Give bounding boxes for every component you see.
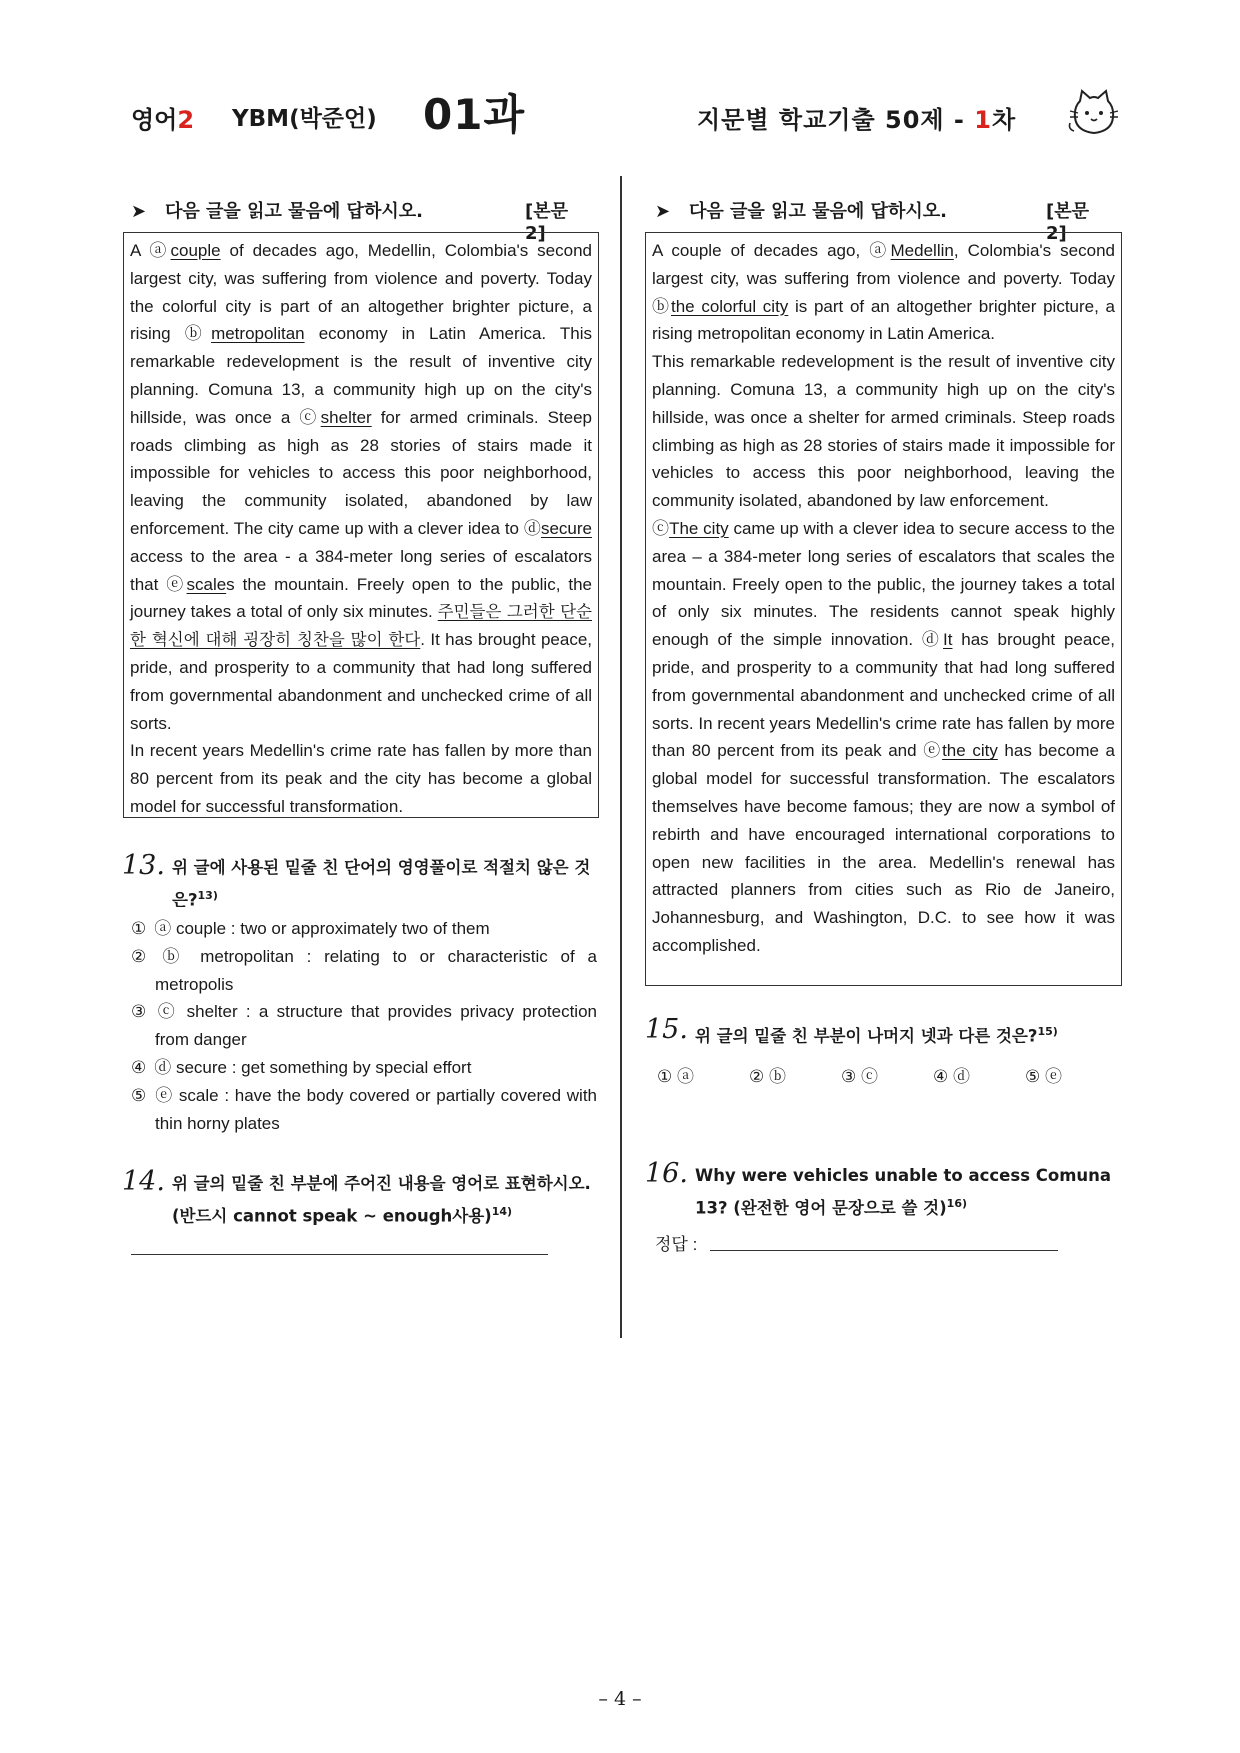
underlined-phrase-c: The city: [669, 518, 729, 538]
q13-option[interactable]: ① ⓐ couple : two or approximately two of them: [131, 919, 490, 938]
page-header: [0, 82, 1240, 142]
question-number: 13.: [122, 850, 165, 881]
q13-option[interactable]: ④ ⓓ secure : get something by special effort: [131, 1057, 472, 1077]
underlined-phrase-d: It: [943, 630, 953, 650]
underlined-word-a: couple: [170, 241, 221, 260]
q15-option[interactable]: ② ⓑ: [749, 1067, 786, 1086]
underlined-word-d: secure: [540, 518, 592, 538]
right-passage-p2: This remarkable redevelopment is the result of inventive city planning. Comuna 13, a community high up on the city's hillside, was once a shelter for armed criminals. Steep roads climbing as high as 28 stories of stairs made it impossible for vehicles to access this poor neighborhood, leaving the community isolated, abandoned by law enforcement.: [652, 352, 1115, 511]
left-passage-p2: In recent years Medellin's crime rate has fallen by more than 80 percent from its peak and the city has become a global model for successful transformation.: [130, 741, 592, 816]
question-13: 13. 위 글에 사용된 밑줄 친 단어의 영영풀이로 적절치 않은 것은?$^{13)}$: [122, 852, 598, 915]
q13-option[interactable]: ③ ⓒ shelter : a structure that provides privacy protection from danger: [131, 1002, 597, 1050]
question-number: 15.: [645, 1014, 688, 1045]
right-instruction: ➤ 다음 글을 읽고 물음에 답하시오. [본문2]: [655, 197, 1105, 227]
q15-option[interactable]: ④ ⓓ: [933, 1067, 970, 1086]
question-16: 16. Why were vehicles unable to access Comuna 13? (완전한 영어 문장으로 쓸 것)$^{16)}$: [645, 1160, 1125, 1223]
question-14: 14. 위 글의 밑줄 친 부분에 주어진 내용을 영어로 표현하시오. (반드시 cannot speak ~ enough사용)$^{14)}$: [122, 1168, 598, 1231]
q13-option[interactable]: ⑤ ⓔ scale : have the body covered or partially covered with thin horny plates: [131, 1085, 597, 1133]
right-passage: A couple of decades ago, ⓐMedellin, Colombia's second largest city, was suffering from violence and poverty. Today ⓑthe colorful city is part of an altogether brighter picture, a rising metropolitan economy in Latin America. This remarkable redevelopment is the result of inventive city planning. Comuna 13, a community high up on the city's hillside, was once a shelter for armed criminals. Steep roads climbing as high as 28 stories of stairs made it impossible for vehicles to access this poor neighborhood, leaving the community isolated, abandoned by law enforcement. ⓒThe city came up with a clever idea to secure access to the area – a 384-meter long series of escalators that scales the mountain. Freely open to the public, the journey takes a total of only six minutes. The residents cannot speak highly enough of the simple innovation. ⓓIt has brought peace, pride, and prosperity to a community that had long suffered from governmental abandonment and unchecked crime of all sorts. In recent years Medellin's crime rate has fallen by more than 80 percent from its peak and ⓔthe city has become a global model for successful transformation. The escalators themselves have become famous; they are now a symbol of rebirth and have encouraged international corporations to open new facilities in the area. Medellin's renewal has attracted planners from cities such as Rio de Janeiro, Johannesburg, and Washington, D.C. to see how it was accomplished.: [645, 232, 1122, 986]
question-number: 14.: [122, 1166, 165, 1197]
passage-tag: [본문2]: [1046, 201, 1090, 244]
arrow-icon: ➤: [655, 201, 671, 222]
question-15: 15. 위 글의 밑줄 친 부분이 나머지 넷과 다른 것은?$^{15)}$: [645, 1016, 1125, 1051]
underlined-word-b: metropolitan: [211, 324, 305, 344]
underlined-word-e: scale: [186, 574, 227, 594]
underlined-phrase-a: Medellin: [890, 241, 954, 260]
page-number: – 4 –: [598, 1688, 642, 1710]
arrow-icon: ➤: [131, 201, 147, 222]
publisher-name: YBM(박준언): [232, 106, 377, 132]
passage-tag: [본문2]: [525, 201, 569, 244]
series-title: 지문별 학교기출 50제 - 1차: [697, 106, 1017, 134]
q13-option[interactable]: ② ⓑ metropolitan : relating to or characteristic of a metropolis: [131, 946, 597, 994]
underlined-korean-sentence: 주민들은 그러한 단순한 혁신에 대해 굉장히 칭찬을 많이 한다: [130, 602, 592, 650]
left-passage: A ⓐcouple of decades ago, Medellin, Colombia's second largest city, was suffering from violence and poverty. Today the colorful city is part of an altogether brighter picture, a rising ⓑmetropolitan economy in Latin America. This remarkable redevelopment is the result of inventive city planning. Comuna 13, a community high up on the city's hillside, was once a ⓒshelter for armed criminals. Steep roads climbing as high as 28 stories of stairs made it impossible for vehicles to access this poor neighborhood, leaving the community isolated, abandoned by law enforcement. The city came up with a clever idea to ⓓsecure access to the area - a 384-meter long series of escalators that ⓔscales the mountain. Freely open to the public, the journey takes a total of only six minutes. 주민들은 그러한 단순한 혁신에 대해 굉장히 칭찬을 많이 한다. It has brought peace, pride, and prosperity to a community that had long suffered from governmental abandonment and unchecked crime of all sorts. In recent years Medellin's crime rate has fallen by more than 80 percent from its peak and the city has become a global model for successful transformation.: [123, 232, 599, 818]
q15-option[interactable]: ③ ⓒ: [841, 1067, 878, 1086]
q15-option[interactable]: ① ⓐ: [657, 1067, 694, 1086]
subject-title: 영어2: [131, 106, 195, 134]
column-divider: [620, 176, 622, 1338]
underlined-word-c: shelter: [320, 407, 372, 427]
q13-options: [131, 915, 597, 1137]
underlined-phrase-e: the city: [942, 741, 998, 761]
q14-answer-line[interactable]: [131, 1254, 548, 1255]
q15-option[interactable]: ⑤ ⓔ: [1025, 1067, 1062, 1086]
underlined-phrase-b: the colorful city: [670, 296, 789, 316]
cat-face-icon: [1068, 87, 1120, 139]
q15-options: [657, 1062, 1117, 1087]
q16-answer-line[interactable]: [710, 1250, 1058, 1251]
q16-answer-label: 정답 :: [655, 1235, 698, 1254]
question-number: 16.: [645, 1158, 688, 1189]
left-instruction: ➤ 다음 글을 읽고 물음에 답하시오. [본문2]: [131, 197, 581, 227]
lesson-title: 01과: [423, 90, 526, 139]
